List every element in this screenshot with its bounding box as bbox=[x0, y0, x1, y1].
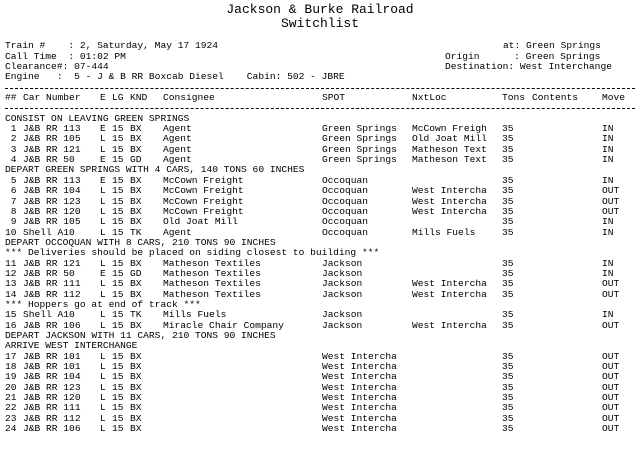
load-status: L bbox=[100, 423, 106, 435]
tons: 35 bbox=[502, 381, 514, 393]
move: OUT bbox=[602, 205, 620, 217]
car-kind: BX bbox=[130, 371, 142, 383]
load-status: L bbox=[100, 205, 106, 217]
car-number: J&B RR 111 bbox=[23, 402, 81, 414]
load-status: L bbox=[100, 371, 106, 383]
row-number: 8 bbox=[5, 205, 17, 217]
car-number: J&B RR 50 bbox=[23, 267, 75, 279]
move: IN bbox=[602, 216, 614, 228]
tons: 35 bbox=[502, 423, 514, 435]
row-number: 7 bbox=[5, 195, 17, 207]
car-number: J&B RR 120 bbox=[23, 205, 81, 217]
move: OUT bbox=[602, 402, 620, 414]
load-status: L bbox=[100, 257, 106, 269]
row-number: 15 bbox=[5, 309, 17, 321]
car-kind: BX bbox=[130, 133, 142, 145]
tons: 35 bbox=[502, 174, 514, 186]
load-status: L bbox=[100, 319, 106, 331]
destination: Destination: West Interchange bbox=[445, 61, 612, 73]
call-time: Call Time : 01:02 PM bbox=[5, 50, 126, 62]
car-kind: BX bbox=[130, 257, 142, 269]
consignee: Agent bbox=[163, 143, 192, 155]
next-location: West Intercha bbox=[412, 319, 487, 331]
next-location: West Intercha bbox=[412, 288, 487, 300]
car-length: 15 bbox=[112, 123, 124, 135]
tons: 35 bbox=[502, 205, 514, 217]
tons: 35 bbox=[502, 361, 514, 372]
car-length: 15 bbox=[112, 412, 124, 424]
row-number: 5 bbox=[5, 174, 17, 186]
move: OUT bbox=[602, 361, 620, 372]
row-number: 2 bbox=[5, 133, 17, 145]
spot: Jackson bbox=[322, 257, 363, 269]
spot: Jackson bbox=[322, 319, 363, 331]
move: OUT bbox=[602, 412, 620, 424]
consignee: Agent bbox=[163, 133, 192, 145]
car-length: 15 bbox=[112, 392, 124, 404]
section-text: ARRIVE WEST INTERCHANGE bbox=[5, 340, 138, 352]
car-length: 15 bbox=[112, 319, 124, 331]
section-text: *** Hoppers go at end of track *** bbox=[5, 298, 201, 310]
spot: Occoquan bbox=[322, 226, 369, 238]
spot: Jackson bbox=[322, 309, 363, 321]
car-number: J&B RR 112 bbox=[23, 412, 81, 424]
car-length: 15 bbox=[112, 309, 124, 321]
tons: 35 bbox=[502, 319, 514, 331]
move: OUT bbox=[602, 319, 620, 331]
consignee: Matheson Textiles bbox=[163, 267, 261, 279]
col-consignee: Consignee bbox=[163, 92, 215, 104]
move: OUT bbox=[602, 381, 620, 393]
row-number: 11 bbox=[5, 257, 17, 269]
row-number: 1 bbox=[5, 123, 17, 135]
consignee: Matheson Textiles bbox=[163, 278, 261, 290]
car-kind: BX bbox=[130, 392, 142, 404]
tons: 35 bbox=[502, 371, 514, 383]
load-status: L bbox=[100, 381, 106, 393]
tons: 35 bbox=[502, 123, 514, 135]
move: IN bbox=[602, 174, 614, 186]
next-location: West Intercha bbox=[412, 195, 487, 207]
car-number: J&B RR 101 bbox=[23, 350, 81, 362]
next-location: Matheson Text bbox=[412, 143, 487, 155]
row-number: 3 bbox=[5, 143, 17, 155]
car-number: J&B RR 113 bbox=[23, 174, 81, 186]
car-row bbox=[5, 186, 635, 196]
col-nxtloc: NxtLoc bbox=[412, 92, 447, 104]
spot: Jackson bbox=[322, 267, 363, 279]
car-number: J&B RR 123 bbox=[23, 195, 81, 207]
col-car-number: Car Number bbox=[23, 92, 81, 104]
row-number: 16 bbox=[5, 319, 17, 331]
railroad-title: Jackson & Burke Railroad bbox=[226, 2, 414, 17]
car-length: 15 bbox=[112, 423, 124, 435]
consignee: Agent bbox=[163, 226, 192, 238]
car-number: J&B RR 101 bbox=[23, 361, 81, 372]
section-note bbox=[5, 248, 635, 258]
car-row bbox=[5, 217, 635, 227]
load-status: L bbox=[100, 309, 106, 321]
load-status: L bbox=[100, 143, 106, 155]
tons: 35 bbox=[502, 309, 514, 321]
spot: West Intercha bbox=[322, 402, 397, 414]
consignee: Agent bbox=[163, 123, 192, 135]
section-text: DEPART JACKSON WITH 11 CARS, 210 TONS 90 INCHES bbox=[5, 329, 276, 341]
tons: 35 bbox=[502, 143, 514, 155]
car-number: J&B RR 121 bbox=[23, 143, 81, 155]
col-move: Move bbox=[602, 92, 626, 104]
move: IN bbox=[602, 133, 614, 145]
spot: West Intercha bbox=[322, 381, 397, 393]
load-status: E bbox=[100, 174, 106, 186]
car-kind: BX bbox=[130, 123, 142, 135]
next-location: West Intercha bbox=[412, 185, 487, 197]
next-location: West Intercha bbox=[412, 278, 487, 290]
spot: Green Springs bbox=[322, 133, 397, 145]
move: IN bbox=[602, 226, 614, 238]
tons: 35 bbox=[502, 412, 514, 424]
section-text: DEPART OCCOQUAN WITH 8 CARS, 210 TONS 90 INCHES bbox=[5, 236, 276, 248]
consignee: Matheson Textiles bbox=[163, 288, 261, 300]
car-kind: GD bbox=[130, 267, 142, 279]
car-kind: BX bbox=[130, 381, 142, 393]
consignee: Old Joat Mill bbox=[163, 216, 238, 228]
car-number: J&B RR 106 bbox=[23, 423, 81, 435]
section-text: *** Deliveries should be placed on siding closest to building *** bbox=[5, 247, 380, 259]
load-status: E bbox=[100, 154, 106, 166]
spot: Green Springs bbox=[322, 123, 397, 135]
car-length: 15 bbox=[112, 288, 124, 300]
spot: Jackson bbox=[322, 278, 363, 290]
car-number: J&B RR 123 bbox=[23, 381, 81, 393]
car-kind: BX bbox=[130, 402, 142, 414]
load-status: L bbox=[100, 350, 106, 362]
car-length: 15 bbox=[112, 143, 124, 155]
switchlist-body bbox=[5, 114, 635, 435]
row-number: 19 bbox=[5, 371, 17, 383]
tons: 35 bbox=[502, 392, 514, 404]
spot: Green Springs bbox=[322, 143, 397, 155]
row-number: 12 bbox=[5, 267, 17, 279]
car-kind: BX bbox=[130, 278, 142, 290]
row-number: 23 bbox=[5, 412, 17, 424]
document-title: Switchlist bbox=[280, 16, 359, 31]
move: OUT bbox=[602, 185, 620, 197]
consignee: Agent bbox=[163, 154, 192, 166]
row-number: 24 bbox=[5, 423, 17, 435]
car-length: 15 bbox=[112, 381, 124, 393]
load-status: L bbox=[100, 392, 106, 404]
move: IN bbox=[602, 143, 614, 155]
car-length: 15 bbox=[112, 195, 124, 207]
spot: Occoquan bbox=[322, 185, 369, 197]
spot: Jackson bbox=[322, 288, 363, 300]
car-length: 15 bbox=[112, 205, 124, 217]
car-length: 15 bbox=[112, 350, 124, 362]
car-number: J&B RR 104 bbox=[23, 185, 81, 197]
train-number: Train # : 2, Saturday, May 17 1924 bbox=[5, 40, 219, 52]
car-number: J&B RR 106 bbox=[23, 319, 81, 331]
spot: Green Springs bbox=[322, 154, 397, 166]
col-tons: Tons bbox=[502, 92, 526, 104]
move: IN bbox=[602, 123, 614, 135]
move: IN bbox=[602, 309, 614, 321]
load-status: L bbox=[100, 288, 106, 300]
consignee: Miracle Chair Company bbox=[163, 319, 284, 331]
spot: West Intercha bbox=[322, 350, 397, 362]
load-status: L bbox=[100, 402, 106, 414]
car-kind: BX bbox=[130, 361, 142, 372]
col-knd: KND bbox=[130, 92, 148, 104]
switchlist-document bbox=[5, 3, 635, 434]
current-location: at: Green Springs bbox=[503, 40, 601, 52]
row-number: 14 bbox=[5, 288, 17, 300]
col-contents: Contents bbox=[532, 92, 579, 104]
car-number: J&B RR 120 bbox=[23, 392, 81, 404]
car-length: 15 bbox=[112, 278, 124, 290]
tons: 35 bbox=[502, 350, 514, 362]
car-number: J&B RR 121 bbox=[23, 257, 81, 269]
tons: 35 bbox=[502, 278, 514, 290]
car-kind: GD bbox=[130, 154, 142, 166]
train-info-line-4 bbox=[5, 72, 635, 82]
row-number: 4 bbox=[5, 154, 17, 166]
origin: Origin : Green Springs bbox=[445, 50, 601, 62]
spot: West Intercha bbox=[322, 423, 397, 435]
clearance: Clearance#: 07-444 bbox=[5, 61, 109, 73]
tons: 35 bbox=[502, 216, 514, 228]
car-kind: BX bbox=[130, 423, 142, 435]
consignee: McCown Freight bbox=[163, 174, 244, 186]
car-number: J&B RR 105 bbox=[23, 216, 81, 228]
car-kind: TK bbox=[130, 309, 142, 321]
row-number: 18 bbox=[5, 361, 17, 372]
car-length: 15 bbox=[112, 216, 124, 228]
next-location: McCown Freigh bbox=[412, 123, 487, 135]
spot: Occoquan bbox=[322, 195, 369, 207]
consignee: McCown Freight bbox=[163, 205, 244, 217]
load-status: L bbox=[100, 133, 106, 145]
spot: Occoquan bbox=[322, 216, 369, 228]
spot: West Intercha bbox=[322, 392, 397, 404]
spot: Occoquan bbox=[322, 174, 369, 186]
col-num: ## bbox=[5, 92, 17, 104]
tons: 35 bbox=[502, 133, 514, 145]
move: IN bbox=[602, 154, 614, 166]
move: OUT bbox=[602, 278, 620, 290]
car-length: 15 bbox=[112, 226, 124, 238]
row-number: 22 bbox=[5, 402, 17, 414]
load-status: L bbox=[100, 216, 106, 228]
car-number: J&B RR 111 bbox=[23, 278, 81, 290]
move: OUT bbox=[602, 423, 620, 435]
column-header-row bbox=[5, 93, 635, 103]
car-number: Shell A10 bbox=[23, 226, 75, 238]
tons: 35 bbox=[502, 402, 514, 414]
car-length: 15 bbox=[112, 371, 124, 383]
row-number: 17 bbox=[5, 350, 17, 362]
car-kind: TK bbox=[130, 226, 142, 238]
move: OUT bbox=[602, 392, 620, 404]
engine-cabin: Engine : 5 - J & B RR Boxcab Diesel Cabin: 502 - JBRE bbox=[5, 71, 345, 83]
car-number: J&B RR 105 bbox=[23, 133, 81, 145]
car-kind: BX bbox=[130, 195, 142, 207]
load-status: L bbox=[100, 226, 106, 238]
col-spot: SPOT bbox=[322, 92, 346, 104]
consignee: Matheson Textiles bbox=[163, 257, 261, 269]
next-location: Matheson Text bbox=[412, 154, 487, 166]
spot: West Intercha bbox=[322, 412, 397, 424]
load-status: L bbox=[100, 361, 106, 372]
move: OUT bbox=[602, 288, 620, 300]
consignee: Mills Fuels bbox=[163, 309, 227, 321]
move: OUT bbox=[602, 350, 620, 362]
load-status: E bbox=[100, 123, 106, 135]
car-number: Shell A10 bbox=[23, 309, 75, 321]
car-number: J&B RR 104 bbox=[23, 371, 81, 383]
tons: 35 bbox=[502, 226, 514, 238]
car-length: 15 bbox=[112, 174, 124, 186]
tons: 35 bbox=[502, 288, 514, 300]
spot: West Intercha bbox=[322, 371, 397, 383]
load-status: L bbox=[100, 185, 106, 197]
tons: 35 bbox=[502, 195, 514, 207]
next-location: Old Joat Mill bbox=[412, 133, 487, 145]
car-kind: BX bbox=[130, 185, 142, 197]
row-number: 21 bbox=[5, 392, 17, 404]
car-length: 15 bbox=[112, 402, 124, 414]
car-kind: BX bbox=[130, 319, 142, 331]
col-lg: LG bbox=[112, 92, 124, 104]
row-number: 6 bbox=[5, 185, 17, 197]
car-length: 15 bbox=[112, 267, 124, 279]
car-kind: BX bbox=[130, 174, 142, 186]
car-length: 15 bbox=[112, 133, 124, 145]
col-e: E bbox=[100, 92, 106, 104]
car-length: 15 bbox=[112, 257, 124, 269]
move: OUT bbox=[602, 195, 620, 207]
car-kind: BX bbox=[130, 350, 142, 362]
consignee: McCown Freight bbox=[163, 195, 244, 207]
load-status: E bbox=[100, 267, 106, 279]
consignee: McCown Freight bbox=[163, 185, 244, 197]
load-status: L bbox=[100, 195, 106, 207]
car-length: 15 bbox=[112, 185, 124, 197]
next-location: West Intercha bbox=[412, 205, 487, 217]
car-number: J&B RR 50 bbox=[23, 154, 75, 166]
tons: 35 bbox=[502, 257, 514, 269]
car-number: J&B RR 112 bbox=[23, 288, 81, 300]
load-status: L bbox=[100, 412, 106, 424]
next-location: Mills Fuels bbox=[412, 226, 476, 238]
car-row bbox=[5, 424, 635, 434]
tons: 35 bbox=[502, 154, 514, 166]
tons: 35 bbox=[502, 267, 514, 279]
move: OUT bbox=[602, 371, 620, 383]
car-kind: BX bbox=[130, 143, 142, 155]
row-number: 13 bbox=[5, 278, 17, 290]
load-status: L bbox=[100, 278, 106, 290]
move: IN bbox=[602, 267, 614, 279]
section-text: DEPART GREEN SPRINGS WITH 4 CARS, 140 TONS 60 INCHES bbox=[5, 164, 305, 176]
row-number: 9 bbox=[5, 216, 17, 228]
car-kind: BX bbox=[130, 412, 142, 424]
car-kind: BX bbox=[130, 205, 142, 217]
car-number: J&B RR 113 bbox=[23, 123, 81, 135]
car-kind: BX bbox=[130, 216, 142, 228]
spot: West Intercha bbox=[322, 361, 397, 372]
tons: 35 bbox=[502, 185, 514, 197]
car-kind: BX bbox=[130, 288, 142, 300]
spot: Occoquan bbox=[322, 205, 369, 217]
car-length: 15 bbox=[112, 361, 124, 372]
row-number: 10 bbox=[5, 226, 17, 238]
move: IN bbox=[602, 257, 614, 269]
car-length: 15 bbox=[112, 154, 124, 166]
section-text: CONSIST ON LEAVING GREEN SPRINGS bbox=[5, 112, 190, 124]
row-number: 20 bbox=[5, 381, 17, 393]
